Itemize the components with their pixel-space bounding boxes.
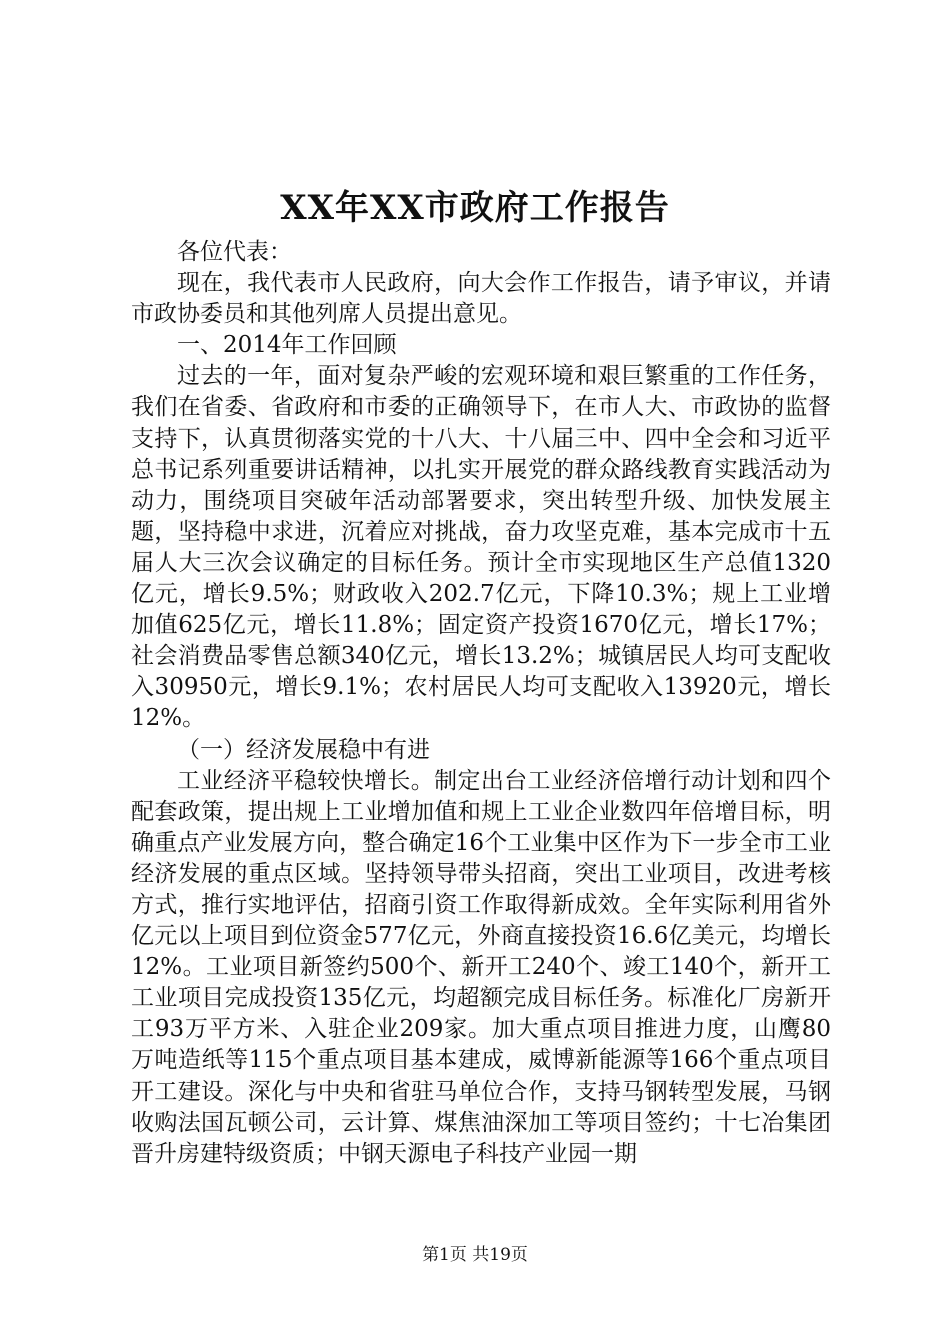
industry-paragraph: 工业经济平稳较快增长。制定出台工业经济倍增行动计划和四个配套政策，提出规上工业增加值和规上工业企业数四年倍增目标，明确重点产业发展方向，整合确定16个工业集中区作为下一步全市工业经济发展的重点区域。坚持领导带头招商，突出工业项目，改进考核方式，推行实地评估，招商引资工作取得新成效。全年实际利用省外亿元以上项目到位资金577亿元，外商直接投资16.6亿美元，均增长12%。工业项目新签约500个、新开工240个、竣工140个，新开工工业项目完成投资135亿元，均超额完成目标任务。标准化厂房新开工93万平方米、入驻企业209家。加大重点项目推进力度，山鹰80万吨造纸等115个重点项目基本建成，威博新能源等166个重点项目开工建设。深化与中央和省驻马单位合作，支持马钢转型发展，马钢收购法国瓦顿公司，云计算、煤焦油深加工等项目签约；十七冶集团晋升房建特级资质；中钢天源电子科技产业园一期 <box>131 767 831 1167</box>
subsection-heading: （一）经济发展稳中有进 <box>177 736 430 763</box>
opening-paragraph: 现在，我代表市人民政府，向大会作工作报告，请予审议，并请市政协委员和其他列席人员提出意见。 <box>131 270 831 328</box>
section-heading: 一、2014年工作回顾 <box>177 332 397 359</box>
review-paragraph: 过去的一年，面对复杂严峻的宏观环境和艰巨繁重的工作任务，我们在省委、省政府和市委的正确领导下，在市人大、市政协的监督支持下，认真贯彻落实党的十八大、十八届三中、四中全会和习近平总书记系列重要讲话精神，以扎实开展党的群众路线教育实践活动为动力，围绕项目突破年活动部署要求，突出转型升级、加快发展主题，坚持稳中求进，沉着应对挑战，奋力攻坚克难，基本完成市十五届人大三次会议确定的目标任务。预计全市实现地区生产总值1320亿元，增长9.5%；财政收入202.7亿元，下降10.3%；规上工业增加值625亿元，增长11.8%；固定资产投资1670亿元，增长17%；社会消费品零售总额340亿元，增长13.2%；城镇居民人均可支配收入30950元，增长9.1%；农村居民人均可支配收入13920元，增长12%。 <box>131 363 831 732</box>
document-title: XX年XX市政府工作报告 <box>280 188 670 228</box>
salutation: 各位代表： <box>177 239 292 265</box>
document-body <box>131 237 831 1170</box>
page-footer: 第1页 共19页 <box>422 1245 528 1265</box>
